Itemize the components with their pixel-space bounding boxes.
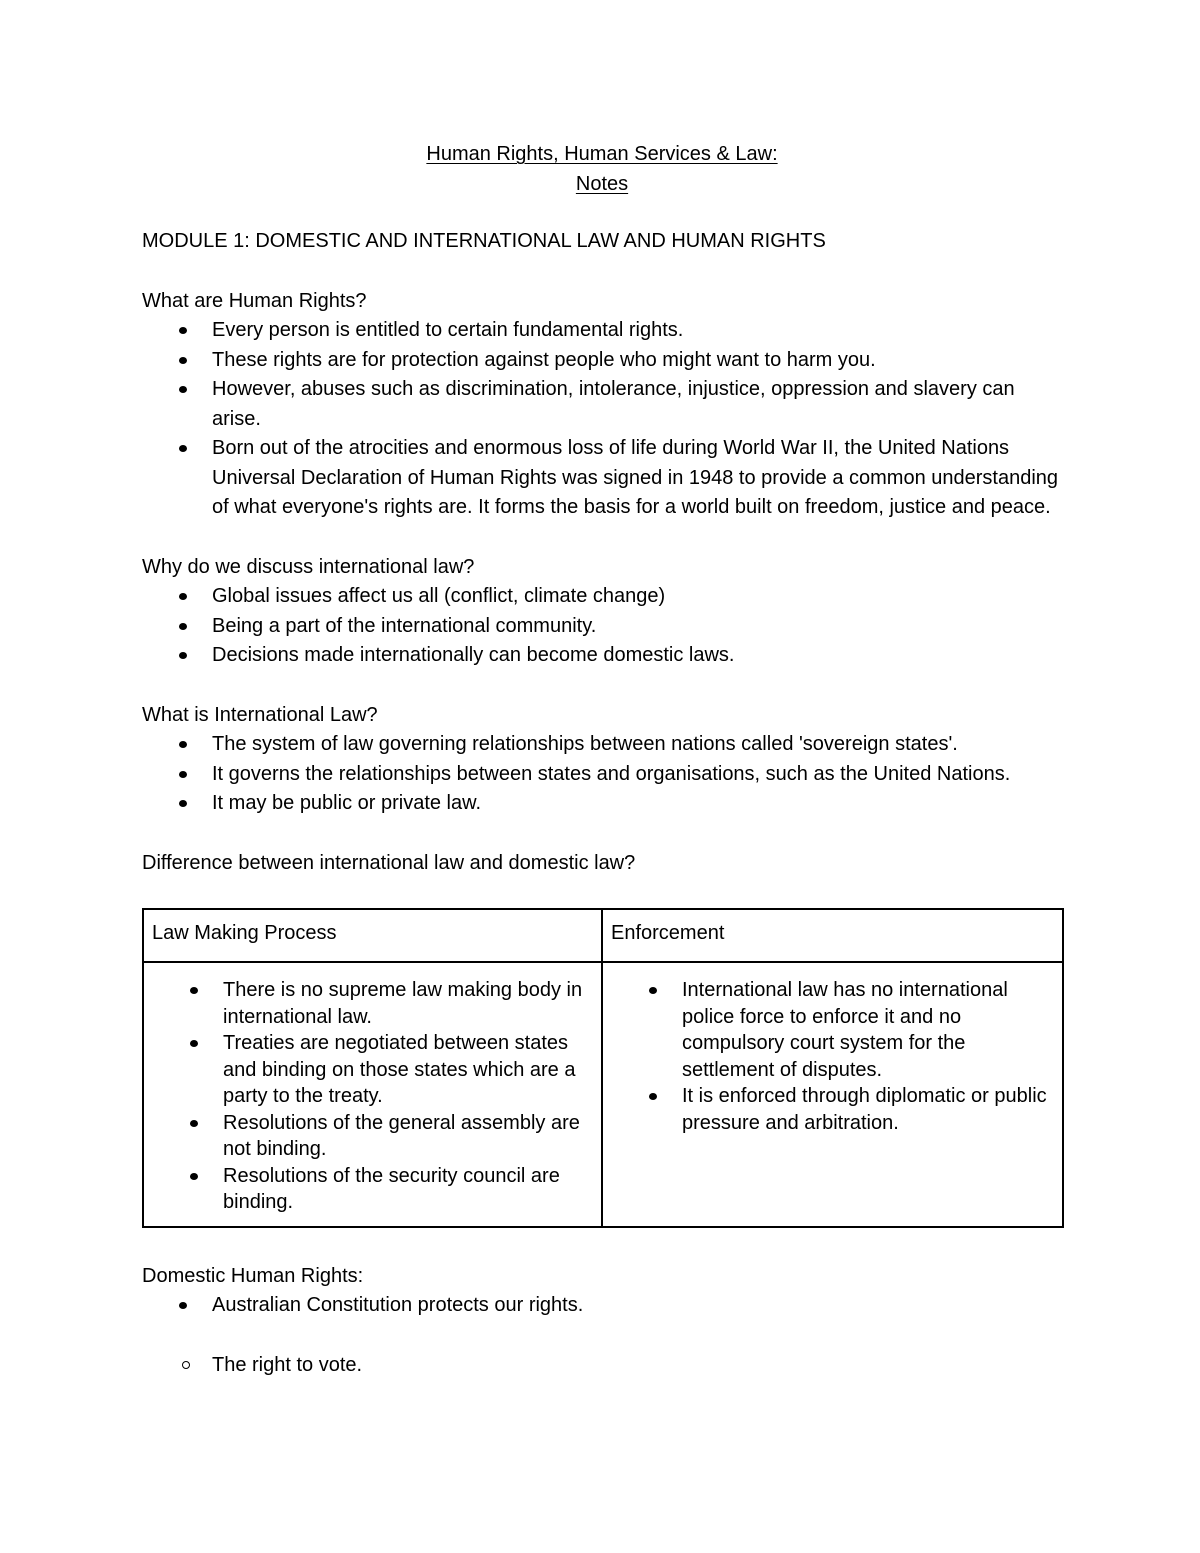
sublist-domestic-human-rights [142, 1351, 1062, 1381]
document-title [142, 140, 1062, 199]
list-item: It may be public or private law. [142, 789, 1062, 819]
list-item: However, abuses such as discrimination, intolerance, injustice, oppression and slavery can arise. [142, 375, 1062, 434]
list-item: Global issues affect us all (conflict, climate change) [142, 582, 1062, 612]
list-item: It governs the relationships between states and organisations, such as the United Nations. [142, 760, 1062, 790]
list-item: Born out of the atrocities and enormous loss of life during World War II, the United Nations Universal Declaration of Human Rights was signed in 1948 to provide a common understanding of what everyone's rights are. It forms the basis for a world built on freedom, justice and peace. [142, 434, 1062, 523]
list-item: Treaties are negotiated between states and binding on those states which are a party to the treaty. [152, 1030, 593, 1110]
section-heading-difference: Difference between international law and domestic law? [142, 851, 636, 874]
section-heading-why-international-law: Why do we discuss international law? [142, 555, 475, 578]
list-law-making-process [152, 977, 593, 1216]
list-what-are-human-rights [142, 316, 1062, 523]
list-domestic-human-rights [142, 1291, 1062, 1321]
title-line-1: Human Rights, Human Services & Law: [426, 143, 778, 165]
list-enforcement [611, 977, 1054, 1136]
comparison-table [142, 908, 1064, 1228]
table-header-enforcement: Enforcement [602, 909, 1063, 962]
list-item: There is no supreme law making body in international law. [152, 977, 593, 1030]
section-heading-domestic-human-rights: Domestic Human Rights: [142, 1264, 364, 1287]
list-item: It is enforced through diplomatic or public pressure and arbitration. [611, 1083, 1054, 1136]
list-item: The system of law governing relationships between nations called 'sovereign states'. [142, 730, 1062, 760]
document-page [142, 140, 1062, 1380]
list-why-international-law [142, 582, 1062, 671]
table-header-row [143, 909, 1063, 962]
list-item: Every person is entitled to certain fundamental rights. [142, 316, 1062, 346]
section-heading-what-is-international-law: What is International Law? [142, 703, 378, 726]
list-item: Decisions made internationally can become domestic laws. [142, 641, 1062, 671]
module-heading: MODULE 1: DOMESTIC AND INTERNATIONAL LAW AND HUMAN RIGHTS [142, 230, 826, 252]
list-item: Australian Constitution protects our rights. [142, 1291, 1062, 1321]
section-heading-what-are-human-rights: What are Human Rights? [142, 289, 367, 312]
title-line-2: Notes [575, 172, 629, 195]
table-header-law-making-process: Law Making Process [143, 909, 602, 962]
list-what-is-international-law [142, 730, 1062, 819]
list-item: Resolutions of the security council are binding. [152, 1163, 593, 1216]
list-item: These rights are for protection against people who might want to harm you. [142, 346, 1062, 376]
list-item: International law has no international police force to enforce it and no compulsory court system for the settlement of disputes. [611, 977, 1054, 1083]
list-item: Being a part of the international community. [142, 612, 1062, 642]
list-item: Resolutions of the general assembly are not binding. [152, 1110, 593, 1163]
table-row [143, 962, 1063, 1227]
table-cell-enforcement [602, 962, 1063, 1227]
sub-list-item: The right to vote. [142, 1351, 1062, 1381]
table-cell-law-making-process [143, 962, 602, 1227]
